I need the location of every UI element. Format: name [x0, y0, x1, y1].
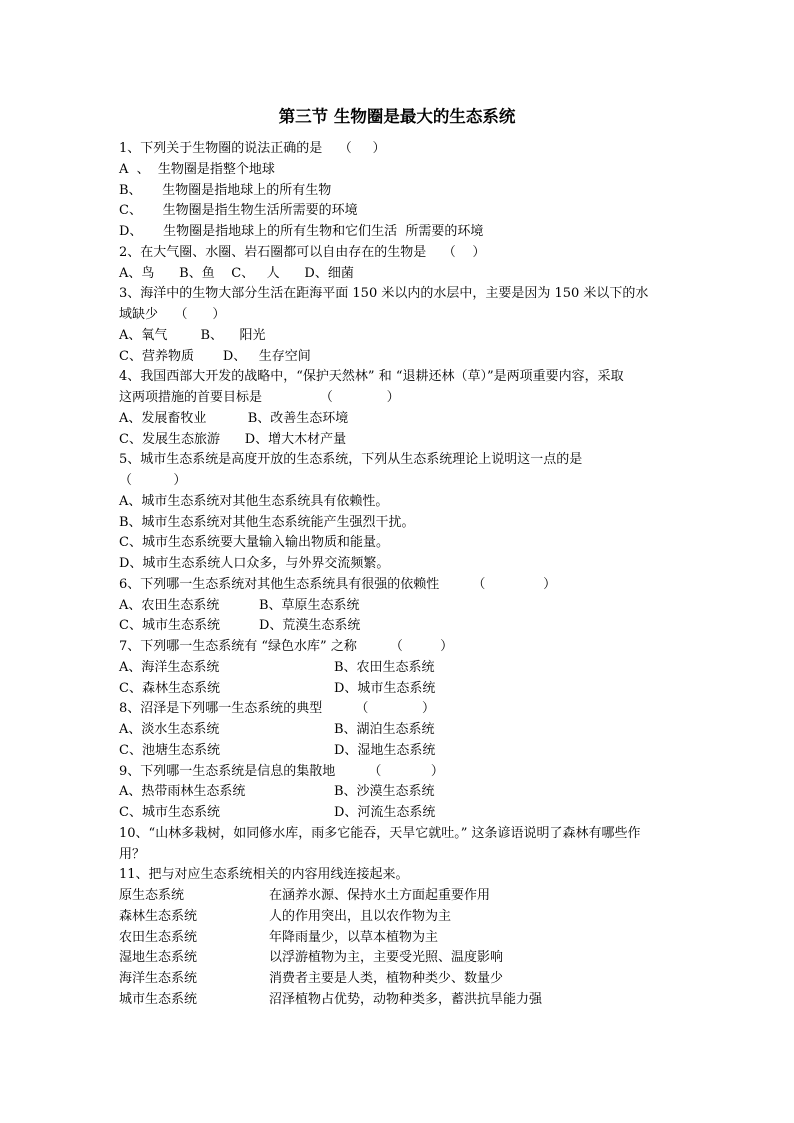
q9-options-ab — [119, 782, 681, 803]
matching-row — [119, 948, 681, 969]
q4-stem-line1: 4、我国西部大开发的战略中，“保护天然林” 和 “退耕还林（草）”是两项重要内容，采取 — [119, 369, 624, 385]
matching-row — [119, 969, 681, 990]
q3-options-cd: C、营养物质 D、 生存空间 — [119, 348, 311, 364]
matching-description: 消费者主要是人类，植物种类少、数量少 — [269, 971, 504, 986]
q9-option-b: B、沙漠生态系统 — [334, 784, 435, 800]
q5-option-d: D、城市生态系统人口众多，与外界交流频繁。 — [119, 556, 390, 571]
q7-option-c: C、森林生态系统 — [119, 680, 220, 696]
q8-options-cd — [119, 741, 681, 762]
matching-ecosystem: 海洋生态系统 — [119, 971, 198, 986]
q8-option-b: B、湖泊生态系统 — [334, 722, 435, 737]
q7-option-b: B、农田生态系统 — [334, 659, 435, 675]
matching-description: 在涵养水源、保持水土方面起重要作用 — [269, 888, 491, 903]
q6-option-b: B、草原生态系统 — [259, 597, 360, 613]
q5-stem-line2: （ ） — [119, 473, 187, 488]
q1-option-b: B、 生物圈是指地球上的所有生物 — [119, 182, 332, 198]
q7-option-d: D、城市生态系统 — [334, 680, 436, 696]
question-content — [119, 139, 681, 1011]
q1-option-a: A 、 生物圈是指整个地球 — [119, 161, 275, 177]
q2-options: A、鸟 B、鱼 C、 人 D、细菌 — [119, 265, 354, 281]
matching-description: 沼泽植物占优势，动物种类多，蓄洪抗旱能力强 — [269, 991, 543, 1007]
q9-option-a: A、热带雨林生态系统 — [119, 784, 246, 800]
q10-stem-line2: 用？ — [119, 846, 146, 862]
q6-option-c: C、城市生态系统 — [119, 618, 220, 634]
q3-options-ab: A、氧气 B、 阳光 — [119, 327, 266, 343]
q8-options-ab — [119, 720, 681, 741]
q10-stem-line1: 10、“山林多栽树，如同修水库，雨多它能吞，天旱它就吐。” 这条谚语说明了森林有哪些作 — [119, 825, 641, 841]
q7-option-a: A、海洋生态系统 — [119, 659, 220, 675]
matching-ecosystem: 森林生态系统 — [119, 908, 198, 924]
q7-options-ab — [119, 658, 681, 679]
q6-options-ab — [119, 596, 681, 617]
q3-stem-line1: 3、海洋中的生物大部分生活在距海平面 150 米以内的水层中，主要是因为 150 米以下的水 — [119, 286, 649, 302]
matching-row — [119, 907, 681, 928]
matching-description: 以浮游植物为主，主要受光照、温度影响 — [269, 950, 504, 966]
matching-row — [119, 886, 681, 907]
q5-stem-line1: 5、城市生态系统是高度开放的生态系统，下列从生态系统理论上说明这一点的是 — [119, 452, 583, 468]
matching-description: 年降雨量少，以草本植物为主 — [269, 929, 439, 945]
q9-option-d: D、河流生态系统 — [334, 805, 436, 820]
matching-ecosystem: 农田生态系统 — [119, 929, 198, 945]
matching-description: 人的作用突出，且以农作物为主 — [269, 908, 452, 924]
q5-option-a: A、城市生态系统对其他生态系统具有依赖性。 — [119, 493, 389, 509]
q8-option-a: A、淡水生态系统 — [119, 722, 220, 737]
q9-option-c: C、城市生态系统 — [119, 805, 220, 820]
matching-ecosystem: 原生态系统 — [119, 888, 185, 903]
q6-option-d: D、荒漠生态系统 — [259, 618, 361, 634]
page-title: 第三节 生物圈是最大的生态系统 — [278, 107, 516, 126]
q1-option-c: C、 生物圈是指生物生活所需要的环境 — [119, 203, 358, 219]
q7-stem: 7、下列哪一生态系统有 “绿色水库” 之称 （ ） — [119, 639, 454, 654]
q3-stem-line2: 域缺少 （ ） — [119, 307, 226, 322]
q8-option-d: D、湿地生态系统 — [334, 742, 436, 758]
matching-row — [119, 990, 681, 1011]
q9-stem: 9、下列哪一生态系统是信息的集散地 （ ） — [119, 763, 444, 779]
q2-stem: 2、在大气圈、水圈、岩石圈都可以自由存在的生物是 （ ） — [119, 244, 486, 260]
q6-option-a: A、农田生态系统 — [119, 597, 220, 613]
q6-options-cd — [119, 616, 681, 637]
matching-ecosystem: 湿地生态系统 — [119, 950, 198, 966]
q1-option-d: D、 生物圈是指地球上的所有生物和它们生活 所需要的环境 — [119, 224, 484, 239]
q5-option-b: B、城市生态系统对其他生态系统能产生强烈干扰。 — [119, 514, 415, 530]
q4-options-cd: C、发展生态旅游 D、增大木材产量 — [119, 431, 347, 447]
q5-option-c: C、城市生态系统要大量输入输出物质和能量。 — [119, 535, 389, 551]
q8-option-c: C、池塘生态系统 — [119, 742, 220, 758]
q7-options-cd — [119, 679, 681, 700]
matching-ecosystem: 城市生态系统 — [119, 991, 198, 1007]
matching-row — [119, 928, 681, 949]
q11-stem: 11、把与对应生态系统相关的内容用线连接起来。 — [119, 867, 409, 883]
q9-options-cd — [119, 803, 681, 824]
q4-options-ab: A、发展畜牧业 B、改善生态环境 — [119, 410, 349, 426]
q6-stem: 6、下列哪一生态系统对其他生态系统具有很强的依赖性 （ ） — [119, 576, 557, 592]
q1-stem: 1、下列关于生物圈的说法正确的是 （ ） — [119, 141, 386, 156]
q4-stem-line2: 这两项措施的首要目标是 （ ） — [119, 390, 400, 405]
q8-stem: 8、沼泽是下列哪一生态系统的典型 （ ） — [119, 701, 436, 717]
